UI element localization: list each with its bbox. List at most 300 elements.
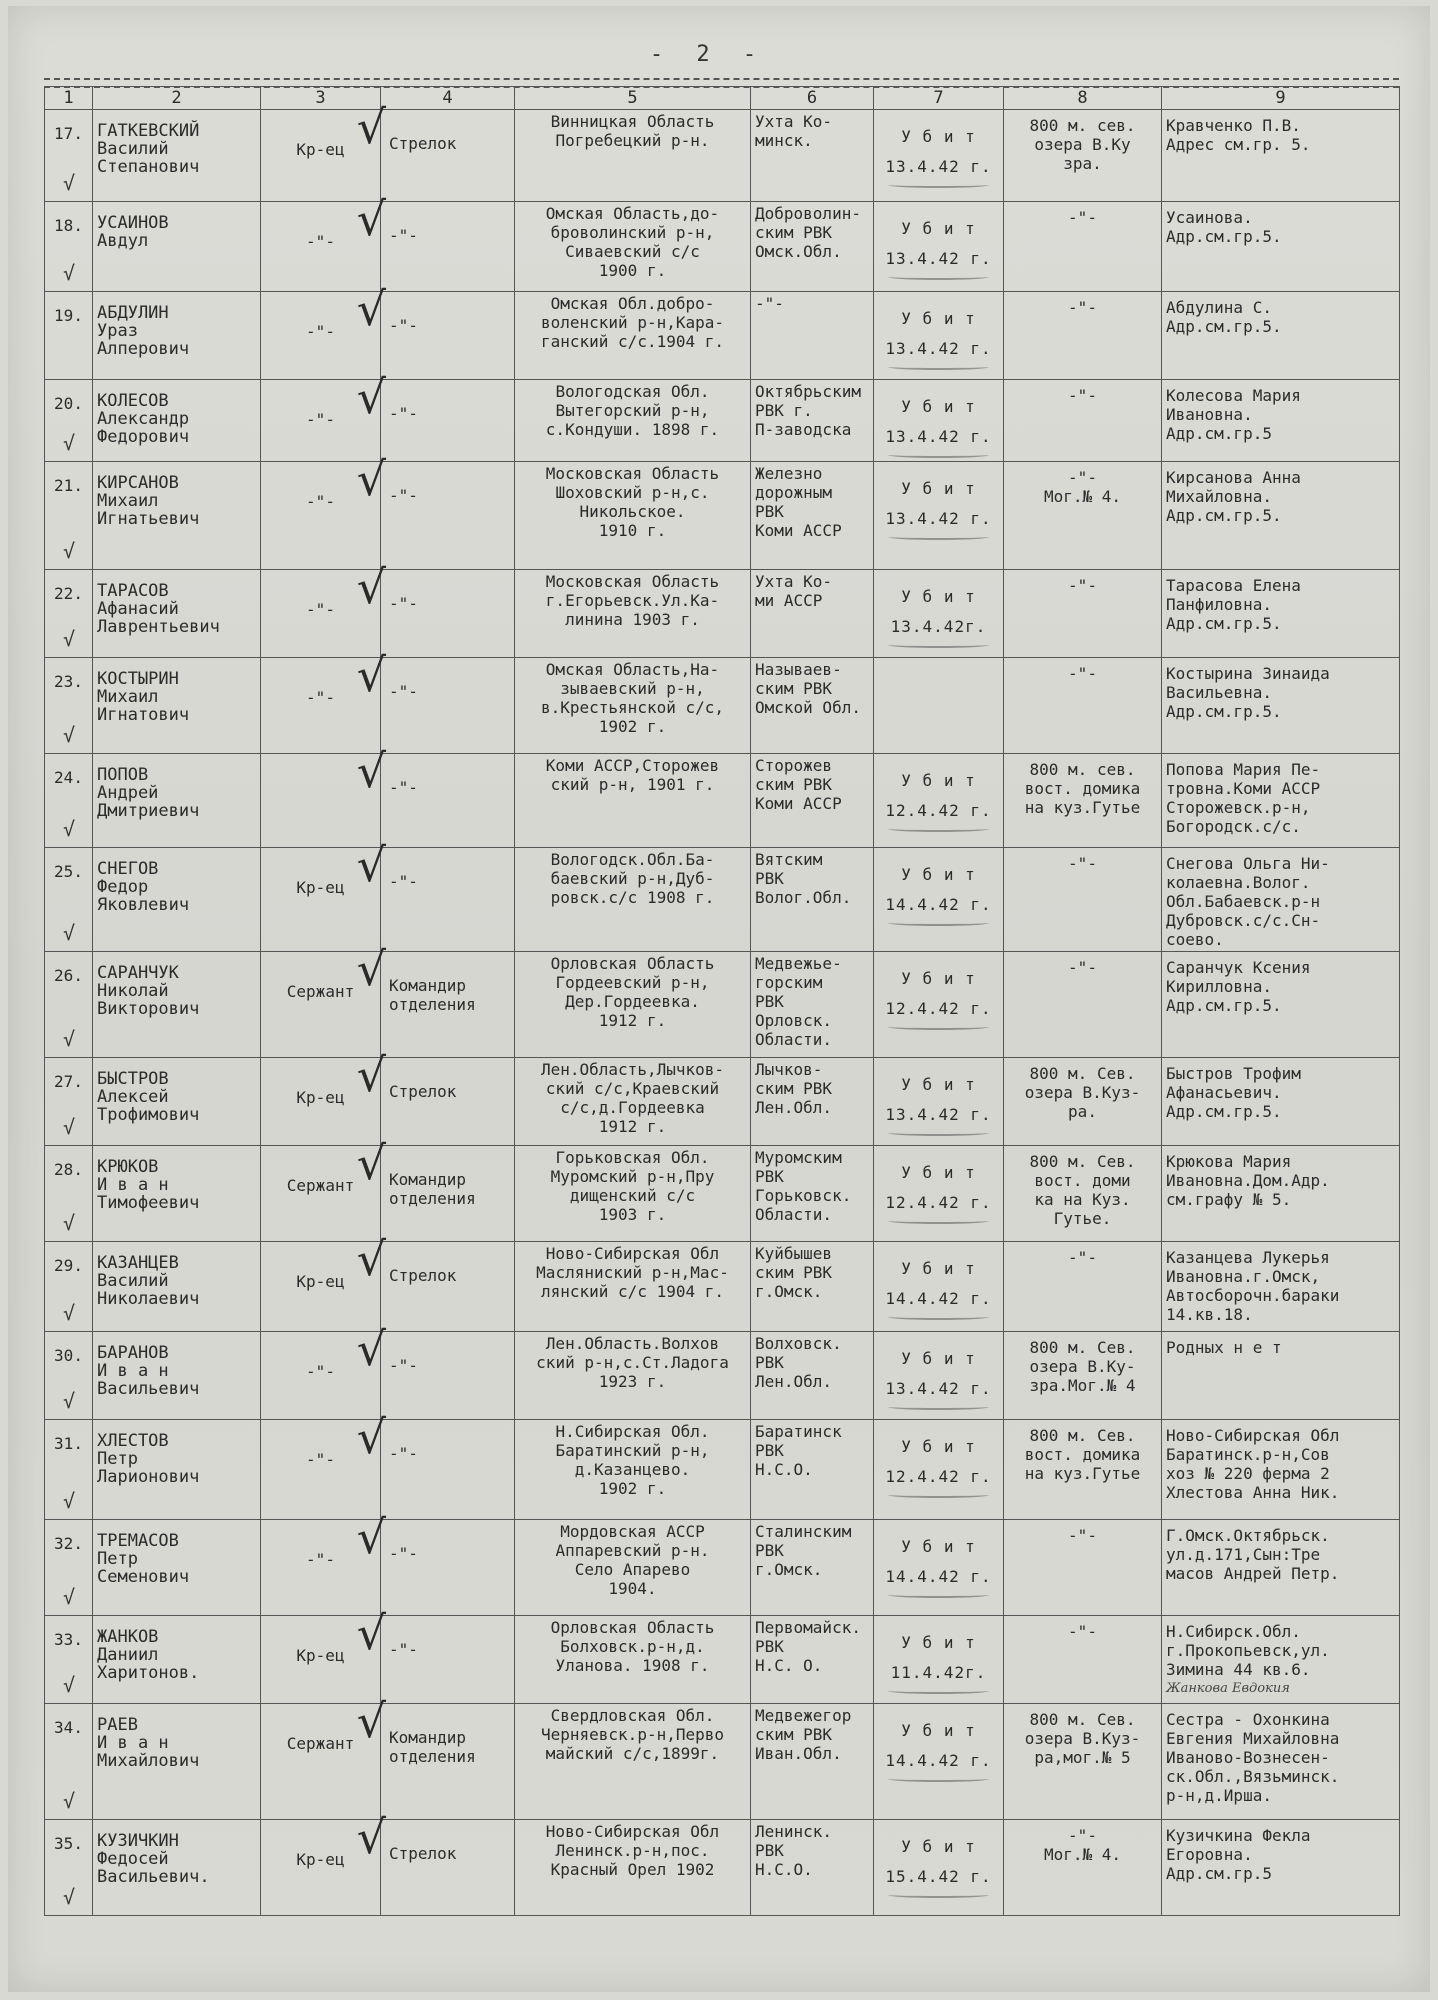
burial-place: 800 м. сев. озера В.Ку зра. — [1004, 110, 1162, 202]
position: Командир отделения — [381, 1146, 515, 1242]
row-number-cell — [45, 1242, 93, 1332]
table-row — [45, 110, 1400, 202]
column-header: 5 — [515, 87, 751, 110]
tick-mark-icon: √ — [63, 723, 76, 747]
rank-cell — [261, 1810, 386, 1916]
rank: -"- — [306, 1362, 335, 1381]
next-of-kin-cell — [1162, 1704, 1400, 1820]
row-number-cell — [45, 1616, 93, 1704]
fate: У б и т 13.4.42 г. — [885, 309, 992, 358]
row-number: 33. — [54, 1630, 83, 1649]
fate: У б и т 13.4.42 г. — [885, 479, 992, 528]
fate-cell — [874, 1820, 1004, 1916]
rank-cell — [261, 744, 386, 848]
row-number: 27. — [54, 1072, 83, 1091]
position: -"- — [381, 1332, 515, 1420]
check-mark-icon: √ — [356, 648, 386, 702]
soldier-name: КУЗИЧКИН Федосей Васильевич. — [93, 1820, 261, 1916]
document-sheet — [8, 6, 1430, 1992]
military-office: Ухта Ко- ми АССР — [751, 570, 874, 658]
row-number-cell — [45, 1704, 93, 1820]
rank: -"- — [306, 688, 335, 707]
soldier-name: КАЗАНЦЕВ Василий Николаевич — [93, 1242, 261, 1332]
military-office: Октябрьским РВК г. П-заводска — [751, 380, 874, 462]
fate: У б и т 14.4.42 г. — [885, 865, 992, 914]
next-of-kin: Казанцева Лукерья Ивановна.г.Омск, Автосборочн.бараки 14.кв.18. — [1166, 1248, 1340, 1324]
fate-cell — [874, 1616, 1004, 1704]
pencil-underline — [888, 534, 989, 540]
table-row — [45, 1520, 1400, 1616]
column-header: 2 — [93, 87, 261, 110]
burial-place: 800 м. Сев. озера В.Куз- ра. — [1004, 1058, 1162, 1146]
table-row — [45, 1058, 1400, 1146]
row-number-cell — [45, 658, 93, 754]
burial-place: -"- — [1004, 952, 1162, 1058]
next-of-kin: Г.Омск.Октябрьск. ул.д.171,Сын:Тре масов Андрей Петр. — [1166, 1526, 1340, 1583]
next-of-kin: Родных н е т — [1166, 1338, 1282, 1357]
check-mark-icon: √ — [356, 560, 386, 614]
pencil-underline — [888, 1892, 989, 1898]
row-number: 35. — [54, 1834, 83, 1853]
rank-cell — [261, 1136, 386, 1242]
position: -"- — [381, 380, 515, 462]
next-of-kin-cell — [1162, 1520, 1400, 1616]
table-row — [45, 1616, 1400, 1704]
position: -"- — [381, 754, 515, 848]
table-row — [45, 1420, 1400, 1520]
next-of-kin: Саранчук Ксения Кирилловна. Адр.см.гр.5. — [1166, 958, 1311, 1015]
pencil-underline — [888, 920, 989, 926]
fate-cell — [874, 1704, 1004, 1820]
fate-cell — [874, 202, 1004, 292]
next-of-kin-cell — [1162, 202, 1400, 292]
military-office: Сторожев ским РВК Коми АССР — [751, 754, 874, 848]
birthplace: Горьковская Обл. Муромский р-н,Пру дищенский с/с 1903 г. — [515, 1146, 751, 1242]
position: Стрелок — [381, 1242, 515, 1332]
soldier-name: ЖАНКОВ Даниил Харитонов. — [93, 1616, 261, 1704]
military-office: Муромским РВК Горьковск. Области. — [751, 1146, 874, 1242]
military-office: Ухта Ко- минск. — [751, 110, 874, 202]
military-office: Медвежегор ским РВК Иван.Обл. — [751, 1704, 874, 1820]
fate-cell — [874, 292, 1004, 380]
tick-mark-icon: √ — [63, 921, 76, 945]
tick-mark-icon: √ — [63, 431, 76, 455]
next-of-kin: Кузичкина Фекла Егоровна. Адр.см.гр.5 — [1166, 1826, 1311, 1883]
rank: Кр-ец — [296, 1850, 345, 1869]
rank-cell — [261, 942, 386, 1058]
row-number-cell — [45, 1420, 93, 1520]
rank: -"- — [306, 322, 335, 341]
table-row — [45, 570, 1400, 658]
fate-cell — [874, 1242, 1004, 1332]
check-mark-icon: √ — [356, 942, 386, 996]
fate: У б и т 13.4.42 г. — [885, 397, 992, 446]
next-of-kin-cell — [1162, 848, 1400, 952]
next-of-kin: Кирсанова Анна Михайловна. Адр.см.гр.5. — [1166, 468, 1301, 525]
pencil-underline — [888, 1404, 989, 1410]
rank: Кр-ец — [296, 1646, 345, 1665]
pencil-underline — [888, 274, 989, 280]
tick-mark-icon: √ — [63, 1489, 76, 1513]
next-of-kin: Крюкова Мария Ивановна.Дом.Адр. см.графу № 5. — [1166, 1152, 1330, 1209]
pencil-underline — [888, 1776, 989, 1782]
rank-cell — [261, 1510, 386, 1616]
position: -"- — [381, 658, 515, 754]
position: Командир отделения — [381, 952, 515, 1058]
next-of-kin: Абдулина С. Адр.см.гр.5. — [1166, 298, 1282, 336]
column-number-row — [45, 87, 1400, 110]
check-mark-icon: √ — [356, 1410, 386, 1464]
military-office: Вятским РВК Волог.Обл. — [751, 848, 874, 952]
row-number: 26. — [54, 966, 83, 985]
pencil-underline — [888, 1592, 989, 1598]
page-number: - 2 - — [649, 42, 767, 67]
position: -"- — [381, 1520, 515, 1616]
column-header: 9 — [1162, 87, 1400, 110]
table-row — [45, 754, 1400, 848]
column-header: 7 — [874, 87, 1004, 110]
position: Командир отделения — [381, 1704, 515, 1820]
next-of-kin-cell — [1162, 110, 1400, 202]
soldier-name: КОСТЫРИН Михаил Игнатович — [93, 658, 261, 754]
pencil-underline — [888, 1024, 989, 1030]
soldier-name: УСАИНОВ Авдул — [93, 202, 261, 292]
check-mark-icon: √ — [356, 744, 386, 798]
soldier-name: РАЕВ И в а н Михайлович — [93, 1704, 261, 1820]
table-row — [45, 292, 1400, 380]
row-number-cell — [45, 1146, 93, 1242]
table-row — [45, 848, 1400, 952]
fate-cell — [874, 380, 1004, 462]
burial-place: -"- — [1004, 570, 1162, 658]
table-row — [45, 1704, 1400, 1820]
next-of-kin: Костырина Зинаида Васильевна. Адр.см.гр.5. — [1166, 664, 1330, 721]
birthplace: Орловская Область Гордеевский р-н, Дер.Гордеевка. 1912 г. — [515, 952, 751, 1058]
row-number: 32. — [54, 1534, 83, 1553]
row-number-cell — [45, 848, 93, 952]
burial-place: 800 м. сев. вост. домика на куз.Гутье — [1004, 754, 1162, 848]
row-number-cell — [45, 380, 93, 462]
row-number-cell — [45, 952, 93, 1058]
tick-mark-icon: √ — [63, 1301, 76, 1325]
tick-mark-icon: √ — [63, 1115, 76, 1139]
rank: -"- — [306, 1450, 335, 1469]
burial-place: -"- — [1004, 1616, 1162, 1704]
position: -"- — [381, 292, 515, 380]
rank: Кр-ец — [296, 140, 345, 159]
fate-cell — [874, 570, 1004, 658]
pencil-underline — [888, 1688, 989, 1694]
position: -"- — [381, 462, 515, 570]
check-mark-icon: √ — [356, 370, 386, 424]
rank-cell — [261, 370, 386, 462]
next-of-kin: Снегова Ольга Ни- колаевна.Волог. Обл.Бабаевск.р-н Дубровск.с/с.Сн- соево. — [1166, 854, 1330, 949]
military-office: Куйбышев ским РВК г.Омск. — [751, 1242, 874, 1332]
next-of-kin: Кравченко П.В. Адрес см.гр. 5. — [1166, 116, 1311, 154]
birthplace: Ново-Сибирская Обл Масляниский р-н,Мас- лянский с/с 1904 г. — [515, 1242, 751, 1332]
tick-mark-icon: √ — [63, 1211, 76, 1235]
row-number-cell — [45, 110, 93, 202]
rank-cell — [261, 648, 386, 754]
burial-place: 800 м. Сев. вост. доми ка на Куз. Гутье. — [1004, 1146, 1162, 1242]
next-of-kin: Тарасова Елена Панфиловна. Адр.см.гр.5. — [1166, 576, 1301, 633]
birthplace: Московская Область г.Егорьевск.Ул.Ка- линина 1903 г. — [515, 570, 751, 658]
check-mark-icon: √ — [356, 1048, 386, 1102]
birthplace: Лен.Область.Волхов ский р-н,с.Ст.Ладога 1923 г. — [515, 1332, 751, 1420]
fate-cell — [874, 462, 1004, 570]
soldier-name: БАРАНОВ И в а н Васильевич — [93, 1332, 261, 1420]
tick-mark-icon: √ — [63, 1585, 76, 1609]
fate: У б и т 12.4.42 г. — [885, 771, 992, 820]
rank: Сержант — [286, 1176, 355, 1195]
soldier-name: ПОПОВ Андрей Дмитриевич — [93, 754, 261, 848]
soldier-name: ГАТКЕВСКИЙ Василий Степанович — [93, 110, 261, 202]
rank: -"- — [306, 232, 335, 251]
fate: У б и т 13.4.42 г. — [885, 219, 992, 268]
rank: -"- — [306, 1550, 335, 1569]
burial-place: 800 м. Сев. озера В.Куз- ра,мог.№ 5 — [1004, 1704, 1162, 1820]
birthplace: Омская Область,На- зываевский р-н, в.Крестьянской с/с, 1902 г. — [515, 658, 751, 754]
row-number: 30. — [54, 1346, 83, 1365]
next-of-kin-cell — [1162, 658, 1400, 754]
row-number-cell — [45, 754, 93, 848]
fate-cell — [874, 848, 1004, 952]
fate-cell — [874, 952, 1004, 1058]
fate-cell — [874, 1520, 1004, 1616]
check-mark-icon: √ — [356, 1322, 386, 1376]
position: -"- — [381, 1616, 515, 1704]
next-of-kin-cell — [1162, 1820, 1400, 1916]
tick-mark-icon: √ — [63, 627, 76, 651]
table-row — [45, 462, 1400, 570]
birthplace: Коми АССР,Сторожев ский р-н, 1901 г. — [515, 754, 751, 848]
row-number: 18. — [54, 216, 83, 235]
rank-cell — [261, 100, 386, 202]
fate-cell — [874, 1146, 1004, 1242]
next-of-kin: Сестра - Охонкина Евгения Михайловна Иваново-Вознесен- ск.Обл.,Вязьминск. р-н,д.Ирша. — [1166, 1710, 1340, 1805]
next-of-kin-cell — [1162, 462, 1400, 570]
fate: У б и т 13.4.42 г. — [885, 1075, 992, 1124]
row-number-cell — [45, 1058, 93, 1146]
next-of-kin: Н.Сибирск.Обл. г.Прокопьевск,ул. Зимина 44 кв.6. — [1166, 1622, 1330, 1679]
fate: У б и т 12.4.42 г. — [885, 1437, 992, 1486]
soldier-name: КОЛЕСОВ Александр Федорович — [93, 380, 261, 462]
fate-cell — [874, 110, 1004, 202]
row-number: 23. — [54, 672, 83, 691]
pencil-underline — [888, 1314, 989, 1320]
soldier-name: ТАРАСОВ Афанасий Лаврентьевич — [93, 570, 261, 658]
check-mark-icon: √ — [356, 1810, 386, 1864]
military-office: Называев- ским РВК Омской Обл. — [751, 658, 874, 754]
next-of-kin: Попова Мария Пе- тровна.Коми АССР Сторожевск.р-н, Богородск.с/с. — [1166, 760, 1321, 836]
rank: Кр-ец — [296, 1088, 345, 1107]
fate-cell — [874, 754, 1004, 848]
burial-place: 800 м. Сев. вост. домика на куз.Гутье — [1004, 1420, 1162, 1520]
position: -"- — [381, 848, 515, 952]
burial-place: -"- — [1004, 658, 1162, 754]
row-number: 34. — [54, 1718, 83, 1737]
soldier-name: КРЮКОВ И в а н Тимофеевич — [93, 1146, 261, 1242]
row-number: 17. — [54, 124, 83, 143]
row-number: 22. — [54, 584, 83, 603]
rank-cell — [261, 560, 386, 658]
row-number: 31. — [54, 1434, 83, 1453]
fate-cell — [874, 1420, 1004, 1520]
rank: -"- — [306, 492, 335, 511]
burial-place: -"- — [1004, 292, 1162, 380]
military-office: Железно дорожным РВК Коми АССР — [751, 462, 874, 570]
military-office: Волховск. РВК Лен.Обл. — [751, 1332, 874, 1420]
position: -"- — [381, 570, 515, 658]
birthplace: Лен.Область,Лычков- ский с/с,Краевский с/с,д.Гордеевка 1912 г. — [515, 1058, 751, 1146]
rank: Сержант — [286, 1734, 355, 1753]
military-office: -"- — [751, 292, 874, 380]
fate: У б и т 13.4.42 г. — [885, 127, 992, 176]
rank-cell — [261, 1606, 386, 1704]
burial-place: -"- — [1004, 380, 1162, 462]
fate: У б и т 14.4.42 г. — [885, 1537, 992, 1586]
next-of-kin-cell — [1162, 952, 1400, 1058]
military-office: Медвежье- горским РВК Орловск. Области. — [751, 952, 874, 1058]
pencil-underline — [888, 452, 989, 458]
soldier-name: АБДУЛИН Ураз Алперович — [93, 292, 261, 380]
birthplace: Московская Область Шоховский р-н,с. Никольское. 1910 г. — [515, 462, 751, 570]
next-of-kin-cell — [1162, 1616, 1400, 1704]
next-of-kin-cell — [1162, 292, 1400, 380]
position: Стрелок — [381, 1058, 515, 1146]
tick-mark-icon: √ — [63, 171, 76, 195]
table-row — [45, 952, 1400, 1058]
tick-mark-icon: √ — [63, 817, 76, 841]
pencil-underline — [888, 1130, 989, 1136]
rank-cell — [261, 1410, 386, 1520]
tick-mark-icon: √ — [63, 539, 76, 563]
military-office: Первомайск. РВК Н.С. О. — [751, 1616, 874, 1704]
tick-mark-icon: √ — [63, 1789, 76, 1813]
rank: Кр-ец — [296, 1272, 345, 1291]
soldier-name: ХЛЕСТОВ Петр Ларионович — [93, 1420, 261, 1520]
birthplace: Н.Сибирская Обл. Баратинский р-н, д.Казанцево. 1902 г. — [515, 1420, 751, 1520]
birthplace: Вологодск.Обл.Ба- баевский р-н,Дуб- ровск.с/с 1908 г. — [515, 848, 751, 952]
soldier-name: КИРСАНОВ Михаил Игнатьевич — [93, 462, 261, 570]
fate: У б и т 14.4.42 г. — [885, 1721, 992, 1770]
row-number-cell — [45, 1820, 93, 1916]
rank: -"- — [306, 410, 335, 429]
row-number-cell — [45, 1520, 93, 1616]
fate: У б и т 13.4.42г. — [890, 587, 987, 636]
handwritten-note: Жанкова Евдокия — [1166, 1681, 1290, 1696]
birthplace: Винницкая Область Погребецкий р-н. — [515, 110, 751, 202]
fate: У б и т 12.4.42 г. — [885, 969, 992, 1018]
row-number-cell — [45, 202, 93, 292]
fate-cell — [874, 658, 1004, 754]
table-row — [45, 1820, 1400, 1916]
rank-cell — [261, 452, 386, 570]
next-of-kin: Ново-Сибирская Обл Баратинск.р-н,Сов хоз № 220 ферма 2 Хлестова Анна Ник. — [1166, 1426, 1340, 1502]
military-office: Сталинским РВК г.Омск. — [751, 1520, 874, 1616]
burial-place: 800 м. Сев. озера В.Ку- зра.Мог.№ 4 — [1004, 1332, 1162, 1420]
military-office: Лычков- ским РВК Лен.Обл. — [751, 1058, 874, 1146]
fate-cell — [874, 1332, 1004, 1420]
tick-mark-icon: √ — [63, 1673, 76, 1697]
rank-cell — [261, 1694, 386, 1820]
row-number-cell — [45, 1332, 93, 1420]
rank: Кр-ец — [296, 878, 345, 897]
next-of-kin-cell — [1162, 754, 1400, 848]
soldier-name: ТРЕМАСОВ Петр Семенович — [93, 1520, 261, 1616]
check-mark-icon: √ — [356, 1606, 386, 1660]
check-mark-icon: √ — [356, 1694, 386, 1748]
burial-place: -"- — [1004, 1242, 1162, 1332]
row-number-cell — [45, 462, 93, 570]
table-row — [45, 1332, 1400, 1420]
check-mark-icon: √ — [356, 282, 386, 336]
row-number: 25. — [54, 862, 83, 881]
table-row — [45, 380, 1400, 462]
pencil-underline — [888, 826, 989, 832]
rank-cell — [261, 1048, 386, 1146]
rank-cell — [261, 282, 386, 380]
table-row — [45, 658, 1400, 754]
position: Стрелок — [381, 1820, 515, 1916]
column-header: 4 — [381, 87, 515, 110]
rank-cell — [261, 1322, 386, 1420]
row-number-cell — [45, 570, 93, 658]
pencil-underline — [888, 364, 989, 370]
birthplace: Ново-Сибирская Обл Ленинск.р-н,пос. Красный Орел 1902 — [515, 1820, 751, 1916]
casualty-register-table — [44, 86, 1400, 1916]
next-of-kin-cell — [1162, 1332, 1400, 1420]
soldier-name: СНЕГОВ Федор Яковлевич — [93, 848, 261, 952]
birthplace: Вологодская Обл. Вытегорский р-н, с.Кондуши. 1898 г. — [515, 380, 751, 462]
row-number: 21. — [54, 476, 83, 495]
fate-cell — [874, 1058, 1004, 1146]
birthplace: Омская Область,до- броволинский р-н, Сиваевский с/с 1900 г. — [515, 202, 751, 292]
next-of-kin-cell — [1162, 1146, 1400, 1242]
tick-mark-icon: √ — [63, 1027, 76, 1051]
soldier-name: БЫСТРОВ Алексей Трофимович — [93, 1058, 261, 1146]
fate: У б и т 15.4.42 г. — [885, 1837, 992, 1886]
tick-mark-icon: √ — [63, 261, 76, 285]
table-row — [45, 1146, 1400, 1242]
soldier-name: САРАНЧУК Николай Викторович — [93, 952, 261, 1058]
column-header: 3 — [261, 87, 381, 110]
burial-place: -"- — [1004, 202, 1162, 292]
check-mark-icon: √ — [356, 100, 386, 154]
fate: У б и т 11.4.42г. — [890, 1633, 987, 1682]
row-number: 24. — [54, 768, 83, 787]
pencil-underline — [888, 642, 989, 648]
pencil-underline — [888, 1218, 989, 1224]
next-of-kin: Быстров Трофим Афанасьевич. Адр.см.гр.5. — [1166, 1064, 1301, 1121]
row-number: 19. — [54, 306, 83, 325]
check-mark-icon: √ — [356, 192, 386, 246]
fate: У б и т 12.4.42 г. — [885, 1163, 992, 1212]
row-number: 29. — [54, 1256, 83, 1275]
position: -"- — [381, 202, 515, 292]
birthplace: Омская Обл.добро- воленский р-н,Кара- ганский с/с.1904 г. — [515, 292, 751, 380]
column-header: 1 — [45, 87, 93, 110]
rank-cell — [261, 192, 386, 292]
check-mark-icon: √ — [356, 1232, 386, 1286]
fate: У б и т 14.4.42 г. — [885, 1259, 992, 1308]
column-header: 6 — [751, 87, 874, 110]
burial-place: -"- Мог.№ 4. — [1004, 462, 1162, 570]
check-mark-icon: √ — [356, 1510, 386, 1564]
check-mark-icon: √ — [356, 452, 386, 506]
military-office: Ленинск. РВК Н.С.О. — [751, 1820, 874, 1916]
rank-cell — [261, 838, 386, 952]
